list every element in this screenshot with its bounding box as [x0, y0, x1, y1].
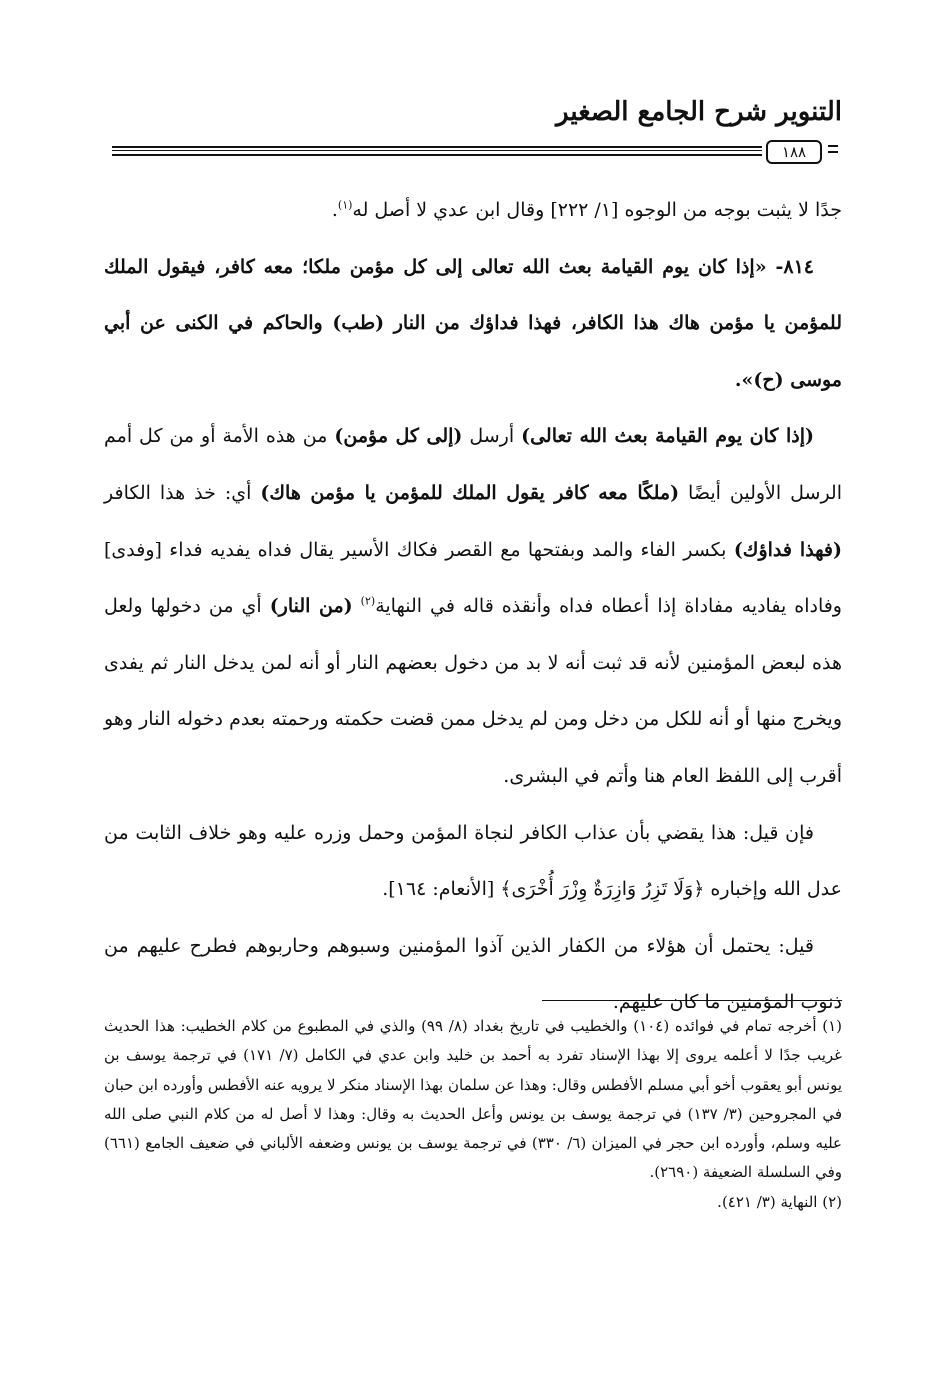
header-rule-line: [112, 146, 762, 148]
rule-end-mark: [828, 145, 838, 157]
footnote: (١) أخرجه تمام في فوائده (١٠٤) والخطيب في تاريخ بغداد (٨/ ٩٩) والذي في المطبوع من كلام الخطيب: هذا الحديث غريب جدًا لا أعلمه يروى إلا بهذا الإسناد تفرد به أحمد بن خليد وابن عدي في الكامل (٧/ ١٧١) في ترجمة يوسف بن يونس أبو يعقوب أخو أبي مسلم الأفطس وقال: وهذا عن سلمان بهذا الإسناد منكر لا يرويه عنه الأفطس وأورده ابن حبان في المجروحين (٣/ ١٣٧) في ترجمة يوسف بن يونس وأعل الحديث به وقال: وهذا لا أصل له من كلام النبي صلى الله عليه وسلم، وأورده ابن حجر في الميزان (٦/ ٣٣٠) في ترجمة يوسف بن يونس وضعفه الألباني في ضعيف الجامع (٦٦١) وفي السلسلة الضعيفة (٢٦٩٠).: [104, 1017, 843, 1182]
footnotes: [104, 1012, 842, 1217]
paragraph: جدًا لا يثبت بوجه من الوجوه [١/ ٢٢٢] وقال ابن عدي لا أصل له$^{(١)}$.: [331, 198, 842, 221]
page-number: ١٨٨: [766, 140, 822, 164]
hadith-text: ٨١٤- «إذا كان يوم القيامة بعث الله تعالى إلى كل مؤمن ملكا؛ معه كافر، فيقول الملك للمؤمن يا مؤمن هاك هذا الكافر، فهذا فداؤك من النار (طب) والحاكم في الكنى عن أبي موسى (ح)».: [104, 255, 842, 391]
header-rule-line: [112, 150, 762, 151]
commentary-paragraph: قيل: يحتمل أن هؤلاء من الكفار الذين آذوا المؤمنين وسبوهم وحاربوهم فطرح عليهم من ذنوب المؤمنين ما كان عليهم.: [104, 934, 842, 1014]
header-rule-line: [112, 154, 762, 156]
commentary-paragraph: (إذا كان يوم القيامة بعث الله تعالى) أرسل (إلى كل مؤمن) من هذه الأمة أو من كل أمم الرسل الأولين أيضًا (ملكًا معه كافر يقول الملك للمؤمن يا مؤمن هاك) أي: خذ هذا الكافر (فهذا فداؤك) بكسر الفاء والمد وبفتحها مع القصر فكاك الأسير يقال فداه يفديه فداء [وفدى] وفاداه يفاديه مفاداة إذا أعطاه فداه وأنقذه قاله في النهاية$^{(٢)}$ (من النار) أي من دخولها ولعل هذه لبعض المؤمنين لأنه قد ثبت أنه لا بد من دخول بعضهم النار أو أنه لمن يدخل النار ثم يفدى ويخرج منها أو أنه للكل من دخل ومن لم يدخل ممن قضت حكمته ورحمته بعدم دخوله النار وهو أقرب إلى اللفظ العام هنا وأتم في البشرى.: [104, 425, 843, 787]
main-text: [104, 182, 842, 1031]
footnote-separator: [542, 1000, 842, 1001]
footnote: (٢) النهاية (٣/ ٤٢١).: [717, 1192, 842, 1211]
running-title: التنوير شرح الجامع الصغير: [556, 97, 842, 127]
footnote-ref[interactable]: (١): [337, 198, 353, 212]
header-rule: [112, 140, 807, 164]
commentary-paragraph: فإن قيل: هذا يقضي بأن عذاب الكافر لنجاة المؤمن وحمل وزره عليه وهو خلاف الثابت من عدل الله وإخباره ﴿وَلَا تَزِرُ وَازِرَةٌ وِزْرَ أُخْرَى﴾ [الأنعام: ١٦٤].: [104, 821, 842, 901]
footnote-ref[interactable]: (٢): [360, 594, 376, 608]
